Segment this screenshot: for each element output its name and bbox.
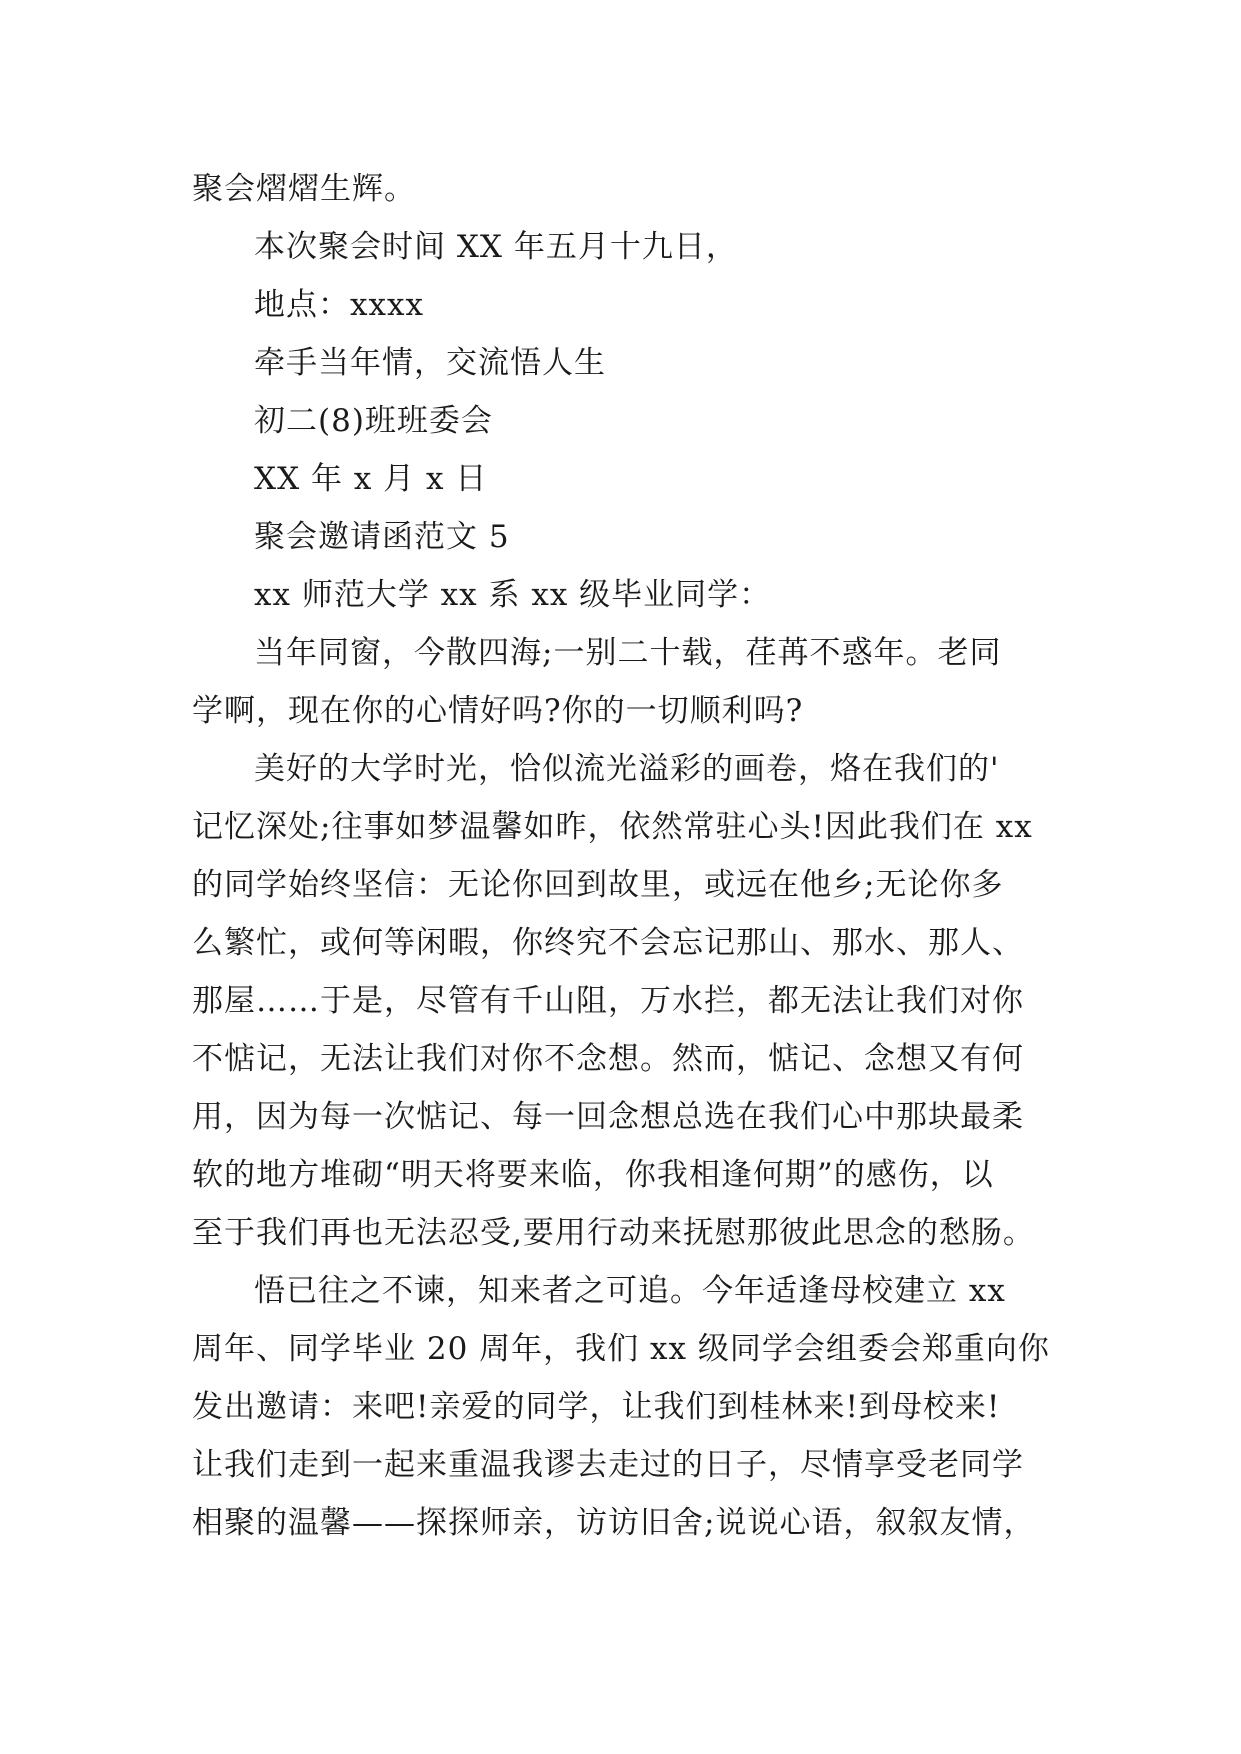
text-line: 让我们走到一起来重温我谬去走过的日子，尽情享受老同学 [192, 1447, 1024, 1483]
text-line: 聚会熠熠生辉。 [192, 171, 416, 207]
text-line: 本次聚会时间 XX 年五月十九日， [254, 229, 738, 265]
text-line: 软的地方堆砌“明天将要来临，你我相逢何期”的感伤，以 [192, 1157, 994, 1193]
text-line: 不惦记，无法让我们对你不念想。然而，惦记、念想又有何 [192, 1041, 1024, 1077]
text-line: 发出邀请：来吧!亲爱的同学，让我们到桂林来!到母校来! [192, 1389, 1001, 1425]
text-line: XX 年 x 月 x 日 [254, 461, 488, 497]
text-line: xx 师范大学 xx 系 xx 级毕业同学： [254, 577, 772, 613]
text-line: 用，因为每一次惦记、每一回念想总选在我们心中那块最柔 [192, 1099, 1024, 1135]
text-line: 么繁忙，或何等闲暇，你终究不会忘记那山、那水、那人、 [192, 925, 1024, 961]
text-line: 学啊，现在你的心情好吗?你的一切顺利吗? [192, 693, 804, 729]
text-line: 至于我们再也无法忍受,要用行动来抚慰那彼此思念的愁肠。 [192, 1215, 1035, 1251]
text-line: 聚会邀请函范文 5 [254, 519, 510, 555]
text-line: 悟已往之不谏，知来者之可追。今年适逢母校建立 xx [254, 1273, 1006, 1309]
text-line: 牵手当年情，交流悟人生 [254, 345, 606, 381]
text-line: 地点：xxxx [254, 287, 424, 323]
text-line: 初二(8)班班委会 [254, 403, 493, 439]
text-line: 那屋……于是，尽管有千山阻，万水拦，都无法让我们对你 [192, 983, 1024, 1019]
text-line: 的同学始终坚信：无论你回到故里，或远在他乡;无论你多 [192, 867, 1004, 903]
text-line: 记忆深处;往事如梦温馨如昨，依然常驻心头!因此我们在 xx [192, 809, 1033, 845]
document-body [192, 160, 1058, 1552]
text-line: 相聚的温馨——探探师亲，访访旧舍;说说心语，叙叙友情， [192, 1505, 1036, 1541]
text-line: 当年同窗，今散四海;一别二十载，荏苒不惑年。老同 [254, 635, 1002, 671]
text-line: 周年、同学毕业 20 周年，我们 xx 级同学会组委会郑重向你 [192, 1331, 1050, 1367]
text-line: 美好的大学时光，恰似流光溢彩的画卷，烙在我们的' [254, 751, 1000, 787]
